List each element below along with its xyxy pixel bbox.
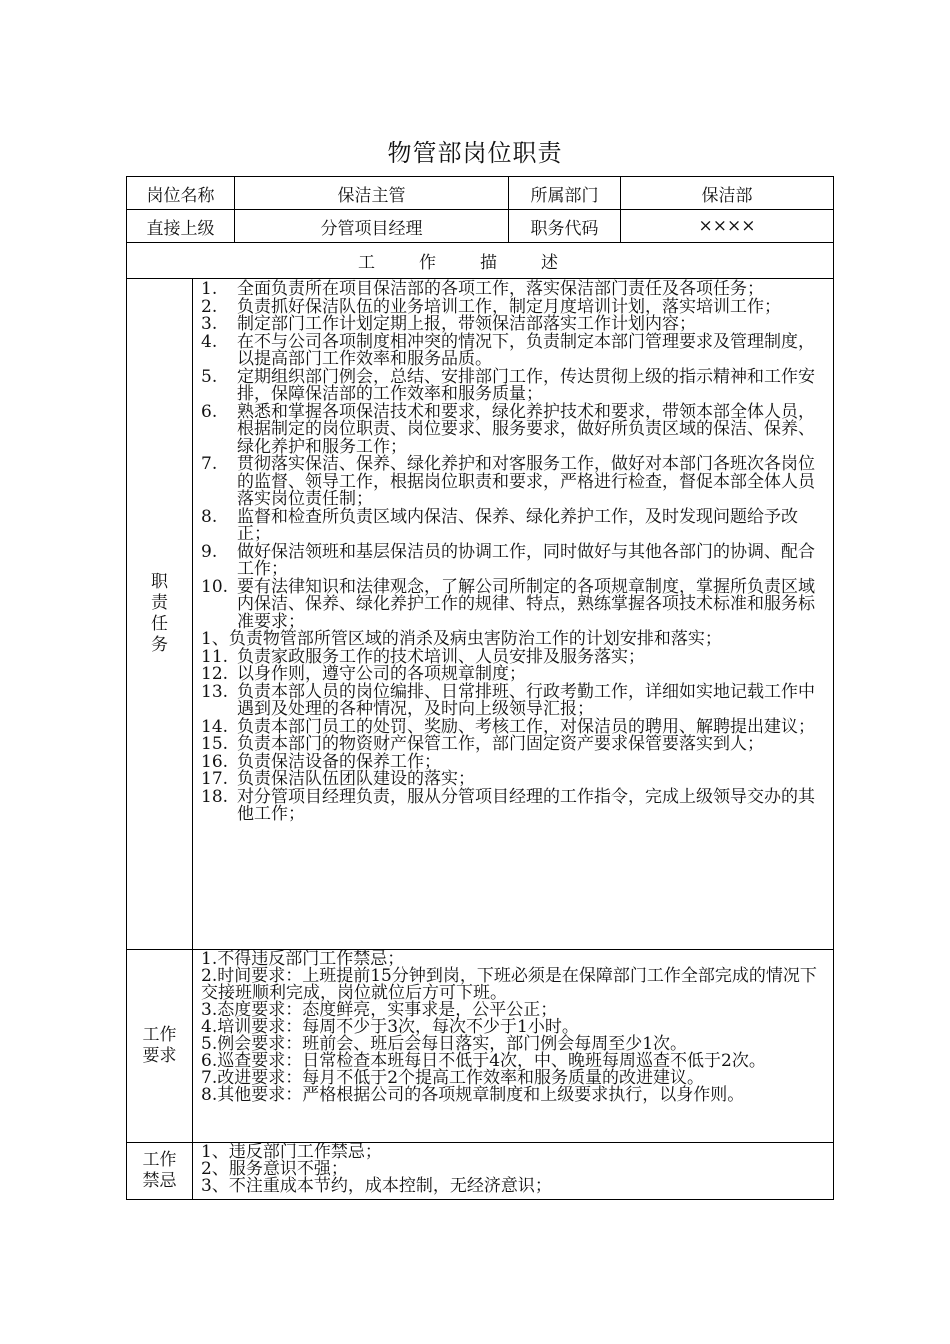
department-value: 保洁部 bbox=[621, 177, 834, 210]
list-item: 3、不注重成本节约，成本控制，无经济意识； bbox=[201, 1176, 552, 1196]
list-item: 3.态度要求：态度鲜亮，实事求是，公平公正； bbox=[201, 1000, 558, 1020]
header-row-1 bbox=[127, 177, 834, 210]
list-item: 6.巡查要求：日常检查本班每日不低于4次，中、晚班每周巡查不低于2次。 bbox=[201, 1051, 766, 1071]
taboos-content bbox=[193, 1143, 834, 1200]
duties-label: 职 责 任 务 bbox=[127, 279, 193, 950]
list-item: 15. 负责本部门的物资财产保管工作，部门固定资产要求保管要落实到人； bbox=[201, 734, 764, 754]
page-title: 物管部岗位职责 bbox=[387, 139, 563, 167]
taboos-label: 工作 禁忌 bbox=[127, 1143, 193, 1200]
list-item: 13. 负责本部人员的岗位编排、日常排班、行政考勤工作，详细如实地记载工作中遇到及处理的各种情况，及时向上级领导汇报； bbox=[201, 681, 815, 719]
list-item: 5.例会要求：班前会、班后会每日落实，部门例会每周至少1次。 bbox=[201, 1034, 688, 1054]
list-item: 14. 负责本部门员工的处罚、奖励、考核工作，对保洁员的聘用、解聘提出建议； bbox=[201, 716, 815, 737]
duties-content bbox=[193, 279, 834, 950]
requirements-content bbox=[193, 950, 834, 1143]
supervisor-label: 直接上级 bbox=[127, 210, 235, 243]
taboos-list bbox=[193, 1143, 833, 1195]
list-item: 16. 负责保洁设备的保养工作； bbox=[201, 751, 441, 772]
list-item: 1. 全面负责所在项目保洁部的各项工作，落实保洁部门责任及各项任务； bbox=[201, 279, 764, 299]
work-description-heading: 工作描述 bbox=[127, 243, 834, 279]
list-item: 18. 对分管项目经理负责，服从分管项目经理的工作指令，完成上级领导交办的其他工作； bbox=[201, 786, 815, 824]
list-item: 2、服务意识不强； bbox=[201, 1159, 348, 1179]
requirements-label: 工作 要求 bbox=[127, 950, 193, 1143]
list-item: 2. 负责抓好保洁队伍的业务培训工作，制定月度培训计划，落实培训工作； bbox=[201, 296, 781, 317]
job-code-label: 职务代码 bbox=[509, 210, 621, 243]
list-item: 6. 熟悉和掌握各项保洁技术和要求，绿化养护技术和要求，带领本部全体人员，根据制定的岗位职责、岗位要求、服务要求，做好所负责区域的保洁、保养、绿化养护和服务工作； bbox=[201, 401, 815, 457]
list-item: 3. 制定部门工作计划定期上报，带领保洁部落实工作计划内容； bbox=[201, 314, 696, 334]
list-item: 11. 负责家政服务工作的技术培训、人员安排及服务落实； bbox=[201, 646, 645, 667]
list-item: 17. 负责保洁队伍团队建设的落实； bbox=[201, 769, 475, 789]
list-item: 2.时间要求：上班提前15分钟到岗，下班必须是在保障部门工作全部完成的情况下交接班顺利完成，岗位就位后方可下班。 bbox=[201, 966, 817, 1003]
list-item: 8. 监督和检查所负责区域内保洁、保养、绿化养护工作，及时发现问题给予改正； bbox=[201, 506, 798, 544]
list-item: 7. 贯彻落实保洁、保养、绿化养护和对客服务工作，做好对本部门各班次各岗位的监督、领导工作，根据岗位职责和要求，严格进行检查，督促本部全体人员落实岗位责任制； bbox=[201, 454, 815, 509]
duties-list bbox=[193, 279, 833, 824]
list-item: 5. 定期组织部门例会，总结、安排部门工作，传达贯彻上级的指示精神和工作安排，保障保洁部的工作效率和服务质量； bbox=[201, 366, 815, 404]
list-item: 1、负责物管部所管区域的消杀及病虫害防治工作的计划安排和落实； bbox=[201, 629, 722, 649]
list-item: 4. 在不与公司各项制度相冲突的情况下，负责制定本部门管理要求及管理制度，以提高部门工作效率和服务品质。 bbox=[201, 331, 815, 369]
position-name-value: 保洁主管 bbox=[235, 177, 509, 210]
department-label: 所属部门 bbox=[509, 177, 621, 210]
list-item: 4.培训要求：每周不少于3次，每次不少于1小时。 bbox=[201, 1017, 579, 1037]
header-row-2 bbox=[127, 210, 834, 243]
list-item: 9. 做好保洁领班和基层保洁员的协调工作，同时做好与其他各部门的协调、配合工作； bbox=[201, 541, 815, 579]
supervisor-value: 分管项目经理 bbox=[235, 210, 509, 243]
list-item: 12. 以身作则，遵守公司的各项规章制度； bbox=[201, 664, 526, 684]
list-item: 7.改进要求：每月不低于2个提高工作效率和服务质量的改进建议。 bbox=[201, 1068, 705, 1088]
job-code-value: ×××× bbox=[621, 210, 834, 243]
list-item: 1、违反部门工作禁忌； bbox=[201, 1142, 382, 1162]
job-description-table bbox=[126, 176, 834, 1200]
list-item: 8.其他要求：严格根据公司的各项规章制度和上级要求执行，以身作则。 bbox=[201, 1085, 745, 1105]
list-item: 1.不得违反部门工作禁忌； bbox=[201, 949, 405, 969]
list-item: 10. 要有法律知识和法律观念，了解公司所制定的各项规章制度，掌握所负责区域内保洁、保养、绿化养护工作的规律、特点，熟练掌握各项技术标准和服务标准要求； bbox=[201, 576, 815, 632]
position-name-label: 岗位名称 bbox=[127, 177, 235, 210]
requirements-list bbox=[193, 950, 833, 1104]
